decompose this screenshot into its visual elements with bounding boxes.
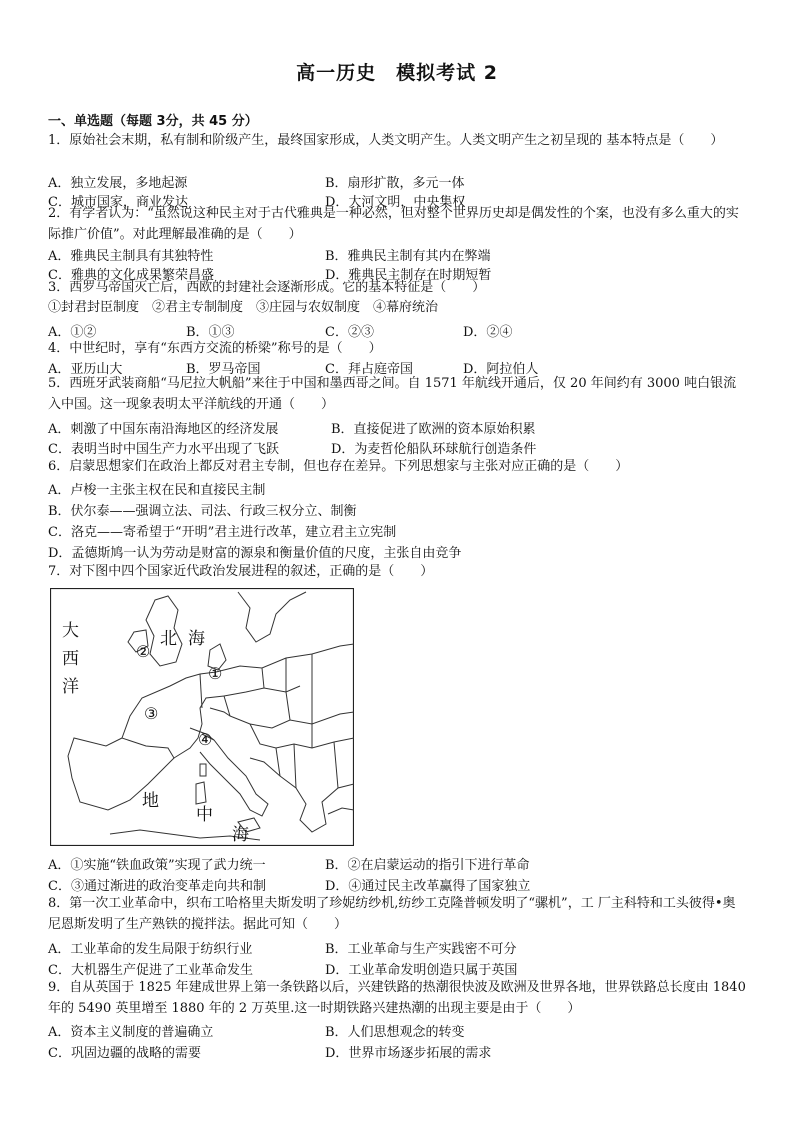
- question-5-stem: 5．西班牙武装商船“马尼拉大帆船”来往于中国和墨西哥之间。自 1571 年航线开通后，仅 20 年间约有 3000 吨白银流入中国。这一现象表明太平洋航线的开通（ ）: [48, 376, 737, 412]
- q5-option-d: D．为麦哲伦船队环球航行创造条件: [331, 442, 537, 457]
- map-label-med-3: 海: [232, 825, 249, 845]
- q8-option-d: D．工业革命发明创造只属于英国: [325, 963, 518, 978]
- q3-option-a: A．①②: [48, 325, 97, 340]
- q4-option-d: D．阿拉伯人: [463, 362, 539, 377]
- q5-option-b: B．直接促进了欧洲的资本原始积累: [331, 422, 536, 437]
- q2-option-c: C．雅典的文化成果繁荣昌盛: [48, 268, 214, 283]
- q3-option-b: B．①③: [186, 325, 235, 340]
- q4-option-b: B．罗马帝国: [186, 362, 261, 377]
- q2-option-d: D．雅典民主制存在时期短暂: [325, 268, 492, 283]
- map-label-ocean-2: 西: [62, 649, 79, 669]
- q2-option-b: B．雅典民主制有其内在弊端: [325, 249, 491, 264]
- page-title: 高一历史 模拟考试 2: [296, 62, 498, 84]
- question-2-stem: 2．有学者认为：“虽然说这种民主对于古代雅典是一种必然，但对整个世界历史却是偶发性的个案，也没有多么重大的实际推广价值”。对此理解最准确的是（ ）: [48, 206, 739, 242]
- q6-option-b: B．伏尔泰——强调立法、司法、行政三权分立、制衡: [48, 504, 357, 519]
- q3-option-c: C．②③: [325, 325, 374, 340]
- map-country-1: ①: [208, 664, 223, 683]
- map-label-north-sea-2: 海: [188, 629, 205, 649]
- q6-option-a: A．卢梭一主张主权在民和直接民主制: [48, 483, 266, 498]
- question-4-stem: 4．中世纪时，享有“东西方交流的桥梁”称号的是（ ）: [48, 341, 382, 356]
- q9-option-c: C．巩固边疆的战略的需要: [48, 1046, 201, 1061]
- europe-map: [50, 588, 354, 846]
- q8-option-c: C．大机器生产促进了工业革命发生: [48, 963, 253, 978]
- q9-option-a: A．资本主义制度的普遍确立: [48, 1025, 214, 1040]
- q7-option-c: C．③通过渐进的政治变革走向共和制: [48, 879, 266, 894]
- q8-option-b: B．工业革命与生产实践密不可分: [325, 942, 517, 957]
- question-9-stem: 9．自从英国于 1825 年建成世界上第一条铁路以后，兴建铁路的热潮很快波及欧洲及世界各地，世界铁路总长度由 1840 年的 5490 英里增至 1880 年的 2 万英里.这一时期铁路兴建热潮的出现主要是由于（ ）: [48, 980, 746, 1016]
- map-label-med-2: 中: [196, 805, 213, 825]
- q1-option-a: A．独立发展，多地起源: [48, 176, 188, 191]
- question-6-stem: 6．启蒙思想家们在政治上都反对君主专制，但也存在差异。下列思想家与主张对应正确的是（ ）: [48, 459, 629, 474]
- q4-option-a: A．亚历山大: [48, 362, 123, 377]
- question-3-stem: 3．西罗马帝国灭亡后，西欧的封建社会逐渐形成。它的基本特征是（ ）: [48, 280, 486, 295]
- map-country-2: ②: [136, 642, 151, 661]
- map-label-ocean-1: 大: [62, 621, 79, 641]
- section-heading: 一、单选题（每题 3分，共 45 分）: [48, 114, 258, 129]
- q6-option-c: C．洛克——寄希望于“开明”君主进行改革，建立君主立宪制: [48, 525, 397, 540]
- map-label-med-1: 地: [142, 791, 159, 811]
- q1-option-b: B．扇形扩散，多元一体: [325, 176, 465, 191]
- q5-option-c: C．表明当时中国生产力水平出现了飞跃: [48, 442, 279, 457]
- map-country-3: ③: [144, 704, 159, 723]
- question-7-stem: 7．对下图中四个国家近代政治发展进程的叙述，正确的是（ ）: [48, 564, 434, 579]
- q7-option-b: B．②在启蒙运动的指引下进行革命: [325, 858, 530, 873]
- map-label-ocean-3: 洋: [62, 677, 79, 697]
- q3-option-d: D．②④: [463, 325, 513, 340]
- q2-option-a: A．雅典民主制具有其独特性: [48, 249, 214, 264]
- q7-option-a: A．①实施“铁血政策”实现了武力统一: [48, 858, 266, 873]
- q9-option-b: B．人们思想观念的转变: [325, 1025, 465, 1040]
- map-label-north-sea-1: 北: [160, 629, 177, 649]
- question-8-stem: 8．第一次工业革命中，织布工哈格里夫斯发明了珍妮纺纱机,纺纱工克隆普顿发明了“骡机”，工 厂主科特和工头彼得•奥尼恩斯发明了生产熟铁的搅拌法。据此可知（ ）: [48, 896, 736, 932]
- q1-option-d: D．大河文明，中央集权: [325, 195, 466, 210]
- q7-option-d: D．④通过民主改革赢得了国家独立: [325, 879, 531, 894]
- q1-option-c: C．城市国家，商业发达: [48, 195, 188, 210]
- q5-option-a: A．刺激了中国东南沿海地区的经济发展: [48, 422, 279, 437]
- question-1-stem: 1．原始社会末期，私有制和阶级产生，最终国家形成，人类文明产生。人类文明产生之初呈现的 基本特点是（ ）: [48, 133, 724, 148]
- q3-items: ①封君封臣制度 ②君主专制制度 ③庄园与农奴制度 ④幕府统治: [48, 300, 439, 315]
- q4-option-c: C．拜占庭帝国: [325, 362, 413, 377]
- q9-option-d: D．世界市场逐步拓展的需求: [325, 1046, 492, 1061]
- q6-option-d: D．孟德斯鸠一认为劳动是财富的源泉和衡量价值的尺度，主张自由竞争: [48, 546, 462, 561]
- map-country-4: ④: [198, 730, 213, 749]
- q8-option-a: A．工业革命的发生局限于纺织行业: [48, 942, 253, 957]
